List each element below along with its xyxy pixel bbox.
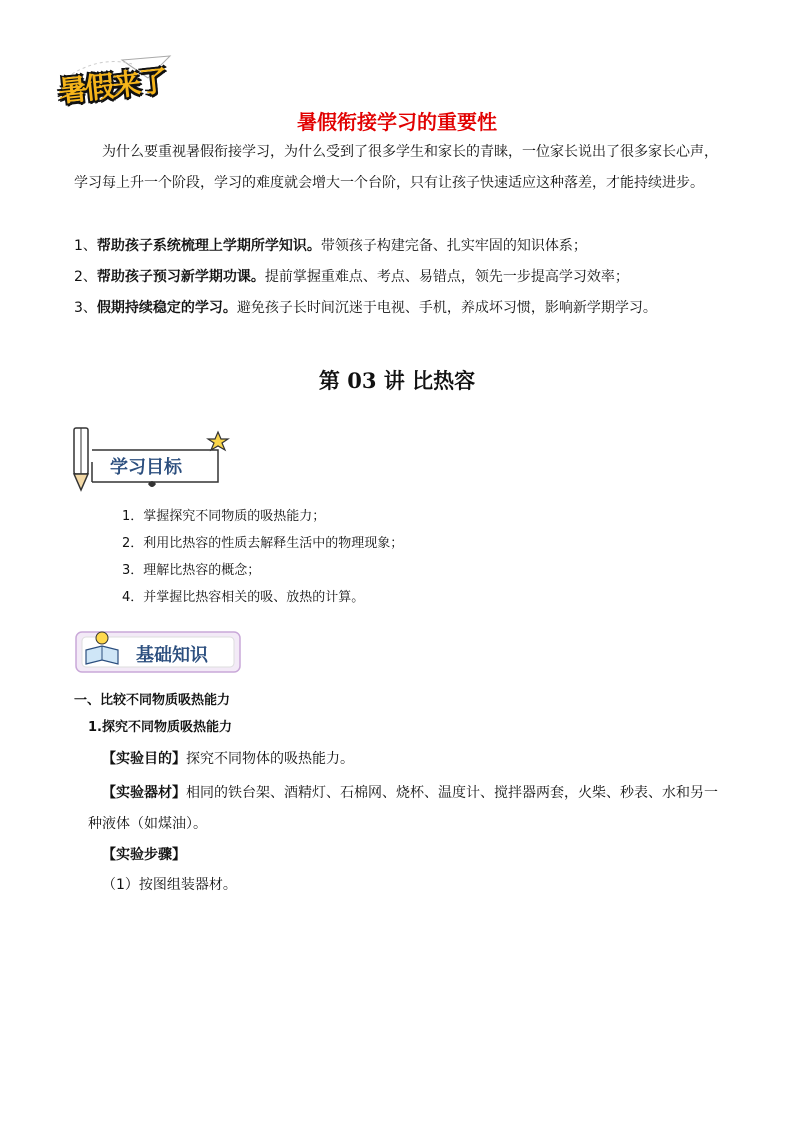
experiment-equipment: 【实验器材】相同的铁台架、酒精灯、石棉网、烧杯、温度计、搅拌器两套，火柴、秒表、水和另一种液体（如煤油）。	[88, 785, 718, 832]
lecture-title: 第 03 讲 比热容	[318, 368, 476, 393]
goal-item: 1．掌握探究不同物质的吸热能力；	[122, 509, 326, 524]
goal-item: 4．并掌握比热容相关的吸、放热的计算。	[122, 590, 365, 605]
goals-badge	[68, 424, 234, 494]
star-icon	[208, 432, 228, 450]
experiment-steps-label: 【实验步骤】	[102, 847, 186, 863]
knowledge-badge	[74, 626, 244, 678]
knowledge-badge-label: 基础知识	[136, 645, 208, 666]
logo-text: 暑假来了	[56, 63, 168, 109]
intro-paragraph: 为什么要重视暑假衔接学习，为什么受到了很多学生和家长的青睐，一位家长说出了很多家长心声，学习每上升一个阶段，学习的难度就会增大一个台阶，只有让孩子快速适应这种落差，才能持续进步。	[74, 144, 718, 191]
benefit-item: 2、帮助孩子预习新学期功课。提前掌握重难点、考点、易错点，领先一步提高学习效率；	[74, 269, 629, 285]
benefit-item: 3、假期持续稳定的学习。避免孩子长时间沉迷于电视、手机，养成坏习惯，影响新学期学习。	[74, 300, 657, 316]
benefit-item: 1、帮助孩子系统梳理上学期所学知识。带领孩子构建完备、扎实牢固的知识体系；	[74, 238, 587, 254]
goal-item: 2．利用比热容的性质去解释生活中的物理现象；	[122, 536, 404, 551]
banner-title: 暑假衔接学习的重要性	[297, 110, 497, 134]
experiment-step: （1）按图组装器材。	[102, 877, 237, 893]
section-heading: 一、比较不同物质吸热能力	[74, 693, 231, 708]
experiment-purpose: 【实验目的】探究不同物体的吸热能力。	[102, 751, 354, 767]
pencil-icon	[74, 428, 88, 490]
goal-item: 3．理解比热容的概念；	[122, 563, 261, 578]
goals-badge-label: 学习目标	[110, 457, 182, 478]
subsection-heading: 1.探究不同物质吸热能力	[88, 720, 232, 735]
